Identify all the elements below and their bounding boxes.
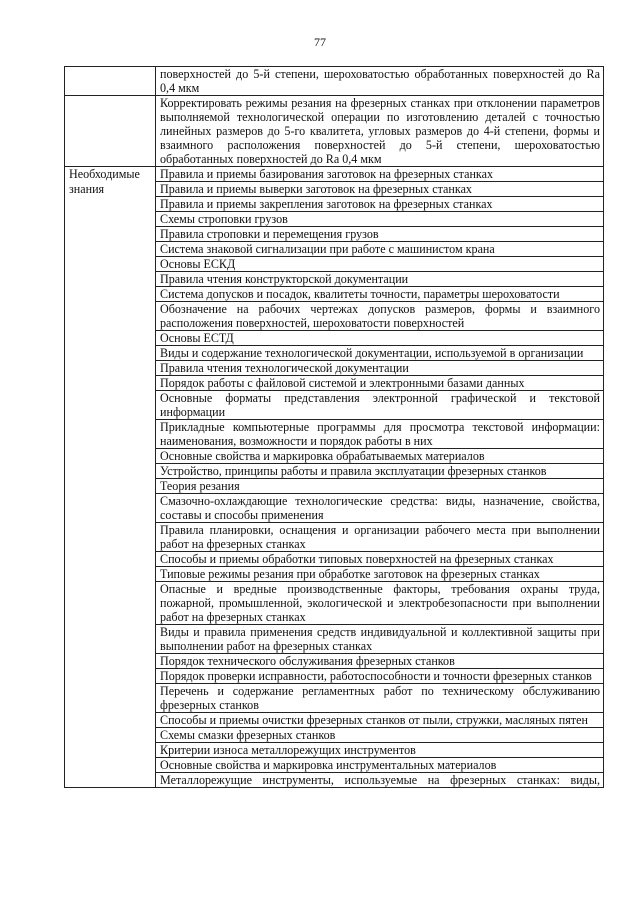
table-cell: Основные свойства и маркировка обрабатываемых материалов xyxy=(156,449,604,464)
table-cell: Основы ЕСКД xyxy=(156,257,604,272)
table-cell: Корректировать режимы резания на фрезерных станках при отклонении параметров выполняемой технологической операции по изготовлению деталей с точностью линейных размеров до 5-го квалитета, угловых размеров до 4-й степени, формы и взаимного расположения поверхностей до 5-й степени, шероховатостью обработанных поверхностей до Ra 0,4 мкм xyxy=(156,96,604,167)
page-number: 77 xyxy=(314,35,326,49)
table-row xyxy=(65,96,604,167)
table-cell: Правила и приемы закрепления заготовок на фрезерных станках xyxy=(156,197,604,212)
table-cell: Основные свойства и маркировка инструментальных материалов xyxy=(156,758,604,773)
table-cell: Металлорежущие инструменты, используемые на фрезерных станках: виды, xyxy=(156,773,604,788)
table-cell: Система знаковой сигнализации при работе с машинистом крана xyxy=(156,242,604,257)
table-cell: Виды и правила применения средств индивидуальной и коллективной защиты при выполнении работ на фрезерных станках xyxy=(156,625,604,654)
table-cell: Правила и приемы выверки заготовок на фрезерных станках xyxy=(156,182,604,197)
table-cell: Система допусков и посадок, квалитеты точности, параметры шероховатости xyxy=(156,287,604,302)
table-cell: Опасные и вредные производственные факторы, требования охраны труда, пожарной, промышленной, экологической и электробезопасности при выполнении работ на фрезерных станках xyxy=(156,582,604,625)
table-cell: Правила строповки и перемещения грузов xyxy=(156,227,604,242)
table-cell: Способы и приемы обработки типовых поверхностей на фрезерных станках xyxy=(156,552,604,567)
table-cell: Виды и содержание технологической документации, используемой в организации xyxy=(156,346,604,361)
table-cell: Правила чтения технологической документации xyxy=(156,361,604,376)
table-cell: Порядок работы с файловой системой и электронными базами данных xyxy=(156,376,604,391)
table-cell: Порядок технического обслуживания фрезерных станков xyxy=(156,654,604,669)
table-cell: Правила чтения конструкторской документации xyxy=(156,272,604,287)
table-cell: Перечень и содержание регламентных работ по техническому обслуживанию фрезерных станков xyxy=(156,684,604,713)
knowledge-table xyxy=(64,66,604,788)
table-cell: Устройство, принципы работы и правила эксплуатации фрезерных станков xyxy=(156,464,604,479)
table-row xyxy=(65,167,604,182)
table-cell: Порядок проверки исправности, работоспособности и точности фрезерных станков xyxy=(156,669,604,684)
table-row xyxy=(65,67,604,96)
table-cell: Типовые режимы резания при обработке заготовок на фрезерных станках xyxy=(156,567,604,582)
table-cell: Правила и приемы базирования заготовок на фрезерных станках xyxy=(156,167,604,182)
table-cell: Основные форматы представления электронной графической и текстовой информации xyxy=(156,391,604,420)
table-cell: Схемы смазки фрезерных станков xyxy=(156,728,604,743)
empty-label-cell xyxy=(65,96,156,167)
table-cell: Прикладные компьютерные программы для просмотра текстовой информации: наименования, возможности и порядок работы в них xyxy=(156,420,604,449)
table-cell: Схемы строповки грузов xyxy=(156,212,604,227)
section-label: Необходимые знания xyxy=(65,167,156,788)
table-cell: Теория резания xyxy=(156,479,604,494)
table-cell: Смазочно-охлаждающие технологические средства: виды, назначение, свойства, составы и способы применения xyxy=(156,494,604,523)
table-cell: Обозначение на рабочих чертежах допусков размеров, формы и взаимного расположения поверхностей, шероховатости поверхностей xyxy=(156,302,604,331)
empty-label-cell xyxy=(65,67,156,96)
table-cell: Правила планировки, оснащения и организации рабочего места при выполнении работ на фрезерных станках xyxy=(156,523,604,552)
table-cell: Способы и приемы очистки фрезерных станков от пыли, стружки, масляных пятен xyxy=(156,713,604,728)
table-cell: Основы ЕСТД xyxy=(156,331,604,346)
table-body xyxy=(65,67,604,788)
table-cell: Критерии износа металлорежущих инструментов xyxy=(156,743,604,758)
table-cell: поверхностей до 5-й степени, шероховатостью обработанных поверхностей до Ra 0,4 мкм xyxy=(156,67,604,96)
